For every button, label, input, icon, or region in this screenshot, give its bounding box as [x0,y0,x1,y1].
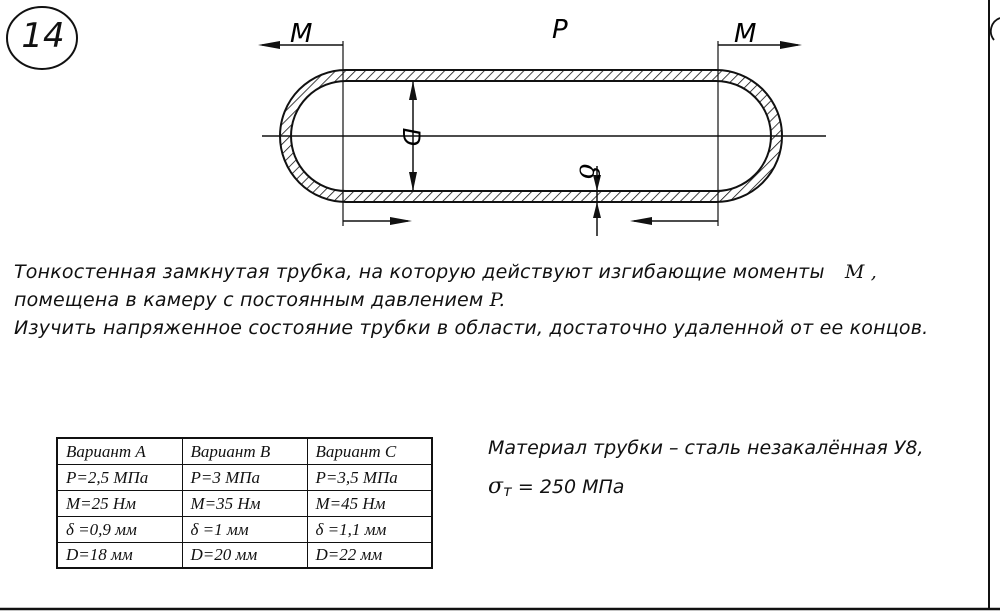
label-thickness: δ [573,164,603,180]
statement-line-2-text: помещена в камеру с постоянным давлением [14,289,484,311]
table-cell: P=3,5 МПа [307,464,432,490]
label-diameter: D [397,127,425,147]
sigma-value: = 250 МПа [517,476,625,498]
table-cell: δ =0,9 мм [57,516,182,542]
label-moment-right: M [734,19,757,49]
table-header: Вариант A [57,438,182,464]
variants-table [56,437,433,569]
yield-strength-line [488,474,624,499]
table-cell: M=45 Нм [307,490,432,516]
table-header: Вариант B [182,438,307,464]
material-line: Материал трубки – сталь незакалённая У8, [488,437,924,459]
table-cell: δ =1 мм [182,516,307,542]
table-cell: M=25 Нм [57,490,182,516]
next-page-circle-fragment [991,18,1000,40]
table-row [57,490,432,516]
table-row [57,542,432,568]
table-cell: D=22 мм [307,542,432,568]
statement-line-3: Изучить напряженное состояние трубки в области, достаточно удаленной от ее концов. [14,317,929,339]
label-moment-left: M [290,19,313,49]
sigma-symbol: σ [488,474,504,499]
statement-line-2 [14,289,505,311]
table-cell: δ =1,1 мм [307,516,432,542]
statement-line-1 [14,261,877,283]
sigma-subscript: т [503,482,512,500]
statement-line-1-text: Тонкостенная замкнутая трубка, на которую действуют изгибающие моменты [14,261,825,283]
table-row [57,464,432,490]
pressure-symbol: P. [489,289,506,311]
moment-symbol: M , [844,261,878,283]
problem-number: 14 [21,16,65,56]
table-cell: D=20 мм [182,542,307,568]
label-pressure: P [552,15,568,45]
table-header: Вариант C [307,438,432,464]
table-header-row [57,438,432,464]
table-cell: M=35 Нм [182,490,307,516]
table-row [57,516,432,542]
table-cell: D=18 мм [57,542,182,568]
table-cell: P=3 МПа [182,464,307,490]
table-cell: P=2,5 МПа [57,464,182,490]
